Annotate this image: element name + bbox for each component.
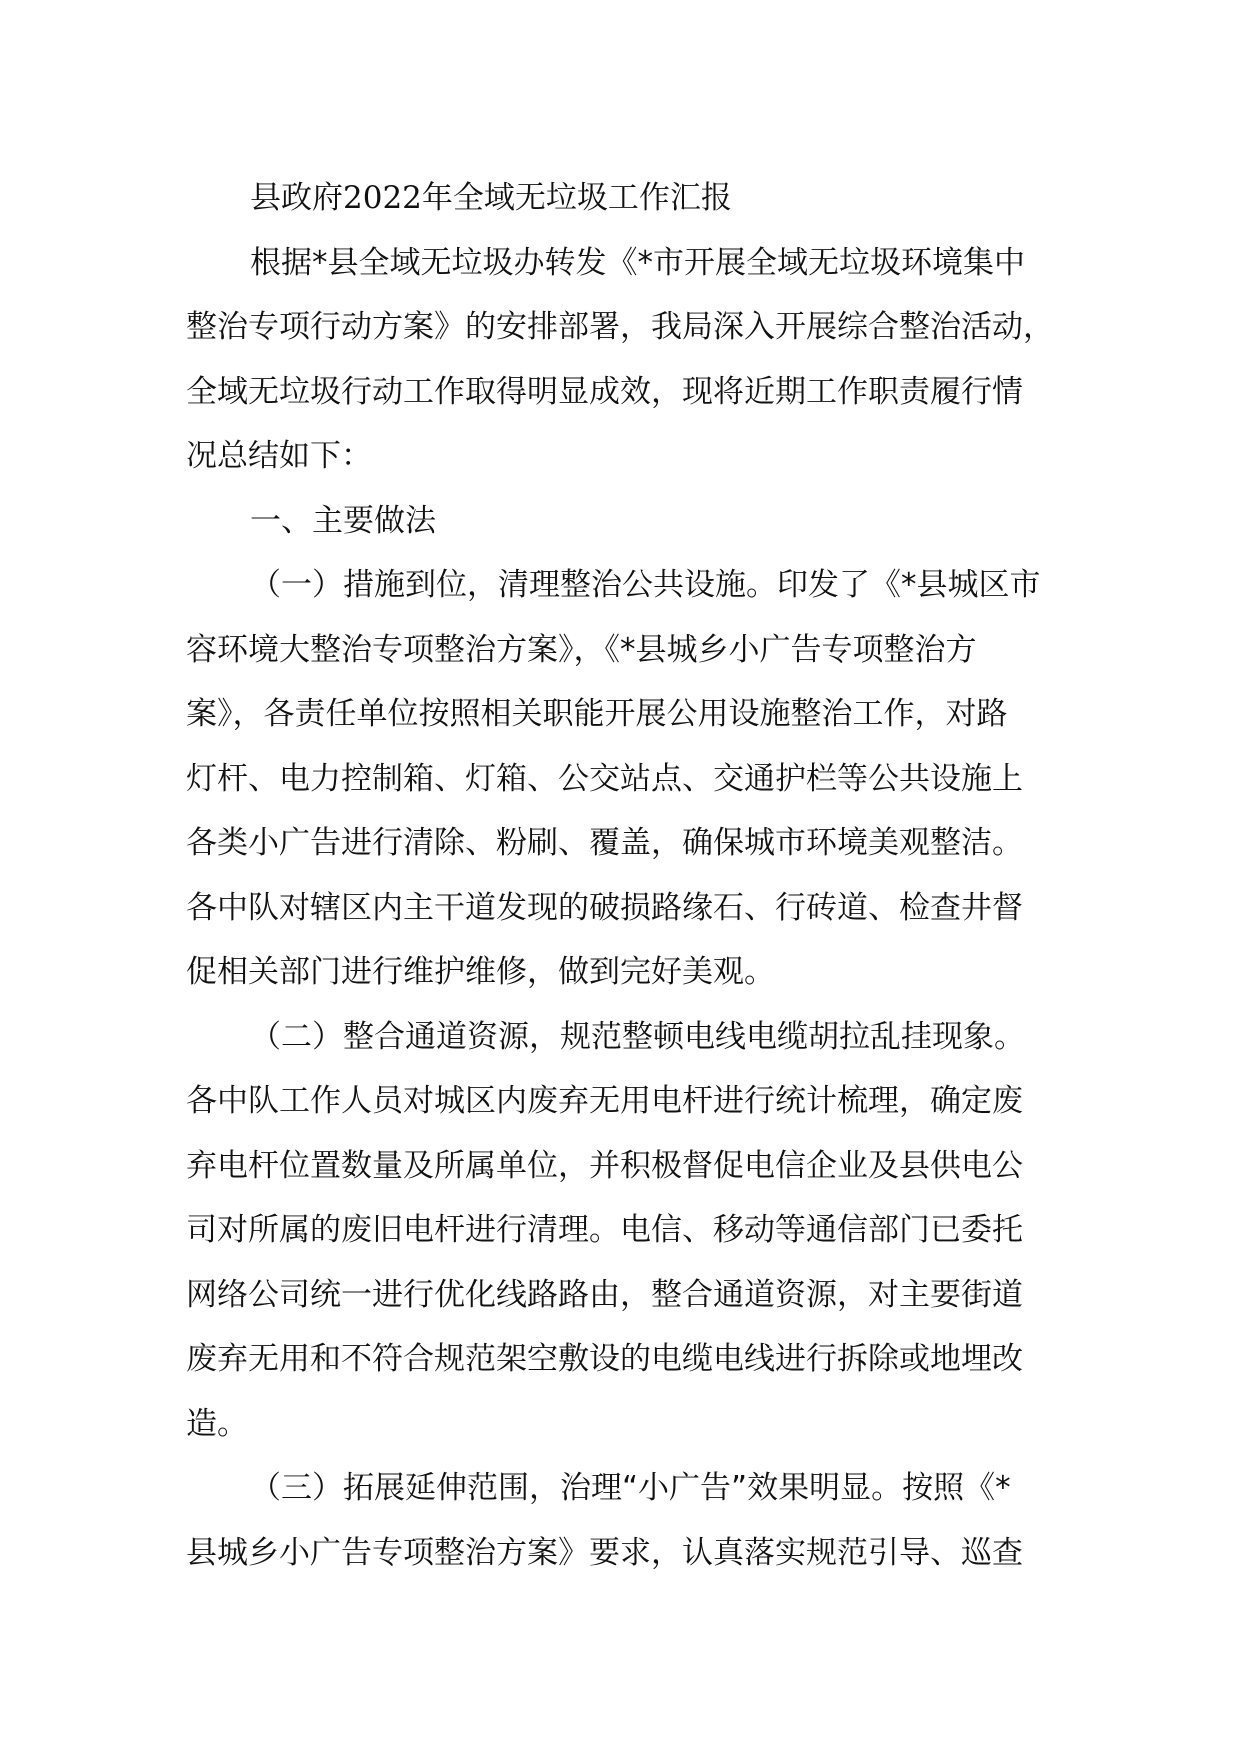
item-2-line: 网络公司统一进行优化线路路由，整合通道资源，对主要街道	[186, 1276, 1023, 1313]
item-1-line: （一）措施到位，清理整治公共设施。印发了《*县城区市	[250, 567, 1041, 603]
item-1-line: 案》，各责任单位按照相关职能开展公用设施整治工作，对路	[186, 696, 1008, 732]
item-1-line: 各中队对辖区内主干道发现的破损路缘石、行砖道、检查井督	[186, 889, 1023, 926]
intro-line: 况总结如下：	[186, 438, 372, 474]
item-2-line: 造。	[186, 1405, 248, 1442]
item-2-line: 弃电杆位置数量及所属单位，并积极督促电信企业及县供电公	[186, 1147, 1023, 1184]
item-1-line: 各类小广告进行清除、粉刷、覆盖，确保城市环境美观整洁。	[186, 825, 1023, 861]
item-2-line: （二）整合通道资源，规范整顿电线电缆胡拉乱挂现象。	[250, 1018, 1025, 1055]
item-1-line: 促相关部门进行维护维修，做到完好美观。	[186, 954, 775, 990]
document-body	[186, 166, 1086, 1585]
item-1-line: 灯杆、电力控制箱、灯箱、公交站点、交通护栏等公共设施上	[186, 760, 1023, 797]
item-2-paragraph	[186, 1005, 1086, 1457]
item-2-line: 废弃无用和不符合规范架空敷设的电缆电线进行拆除或地埋改	[186, 1341, 1023, 1377]
item-3-paragraph	[186, 1456, 1086, 1585]
item-2-line: 各中队工作人员对城区内废弃无用电杆进行统计梳理，确定废	[186, 1083, 1023, 1119]
item-2-line: 司对所属的废旧电杆进行清理。电信、移动等通信部门已委托	[186, 1212, 1023, 1248]
section-heading: 一、主要做法	[250, 502, 436, 539]
item-1-paragraph	[186, 553, 1086, 1005]
item-3-line: （三）拓展延伸范围，治理“小广告”效果明显。按照《*	[250, 1470, 1011, 1506]
intro-line: 根据*县全域无垃圾办转发《*市开展全域无垃圾环境集中	[250, 244, 1025, 281]
intro-paragraph	[186, 231, 1086, 489]
item-1-line: 容环境大整治专项整治方案》，《*县城乡小广告专项整治方	[186, 631, 977, 668]
intro-line: 整治专项行动方案》的安排部署，我局深入开展综合整治活动，	[186, 309, 1054, 345]
document-title: 县政府2022年全域无垃圾工作汇报	[250, 180, 732, 216]
intro-line: 全域无垃圾行动工作取得明显成效，现将近期工作职责履行情	[186, 373, 1023, 410]
item-3-line: 县城乡小广告专项整治方案》要求，认真落实规范引导、巡查	[186, 1534, 1023, 1571]
